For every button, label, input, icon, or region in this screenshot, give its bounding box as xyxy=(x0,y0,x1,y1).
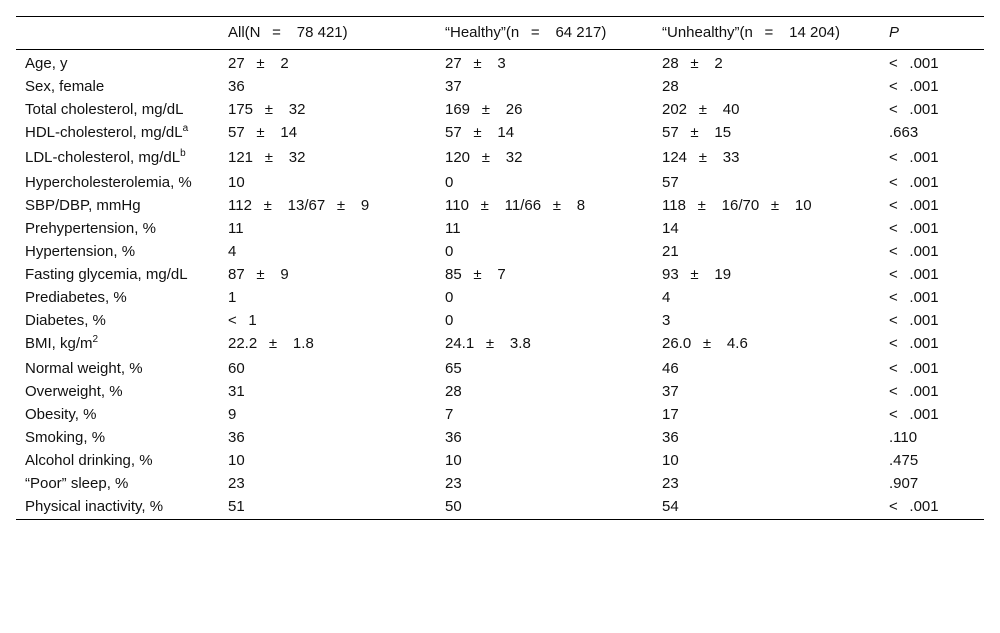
cell-all: 87 ± 9 xyxy=(228,266,289,283)
header-variable xyxy=(16,17,219,50)
row-label: Sex, female xyxy=(25,78,105,95)
row-label: Normal weight, % xyxy=(25,360,143,377)
cell-unhealthy: 54 xyxy=(662,498,679,515)
cell-all: 11 xyxy=(228,220,244,237)
table-row xyxy=(16,147,984,172)
cell-p-value: < .001 xyxy=(889,312,939,329)
cell-healthy: 120 ± 32 xyxy=(445,149,523,166)
cell-healthy: 0 xyxy=(445,312,454,329)
cell-unhealthy: 37 xyxy=(662,383,679,400)
row-label: Total cholesterol, mg/dL xyxy=(25,101,184,118)
table-row xyxy=(16,241,984,264)
cell-p-value: < .001 xyxy=(889,174,939,191)
cell-unhealthy: 10 xyxy=(662,452,679,469)
cell-all: 22.2 ± 1.8 xyxy=(228,335,314,352)
cell-healthy: 50 xyxy=(445,498,462,515)
cell-p-value: .475 xyxy=(889,452,919,469)
cell-p-value: .110 xyxy=(889,429,918,446)
cell-healthy: 0 xyxy=(445,289,454,306)
row-label-cell xyxy=(16,195,219,218)
cell-all: 36 xyxy=(228,78,245,95)
cell-all: < 1 xyxy=(228,312,257,329)
row-label-cell xyxy=(16,147,219,172)
table-row xyxy=(16,427,984,450)
data-table xyxy=(16,16,984,520)
cell-all: 10 xyxy=(228,452,245,469)
cell-healthy: 27 ± 3 xyxy=(445,55,506,72)
cell-p-value: < .001 xyxy=(889,101,939,118)
footnote-marker: 2 xyxy=(92,334,99,345)
row-label: Obesity, % xyxy=(25,406,97,423)
cell-all: 57 ± 14 xyxy=(228,124,298,141)
table-row xyxy=(16,310,984,333)
row-label: Prehypertension, % xyxy=(25,220,156,237)
cell-all: 31 xyxy=(228,383,245,400)
cell-healthy: 23 xyxy=(445,475,462,492)
table-row xyxy=(16,333,984,358)
row-label-cell xyxy=(16,287,219,310)
cell-p-value: < .001 xyxy=(889,55,939,72)
header-all: All(N = 78 421) xyxy=(228,24,348,41)
table-row xyxy=(16,122,984,147)
footnote-marker: a xyxy=(182,123,189,134)
row-label-cell xyxy=(16,450,219,473)
cell-healthy: 110 ± 11/66 ± 8 xyxy=(445,197,586,214)
cell-all: 112 ± 13/67 ± 9 xyxy=(228,197,370,214)
cell-p-value: < .001 xyxy=(889,78,939,95)
cell-healthy: 57 ± 14 xyxy=(445,124,515,141)
row-label-cell xyxy=(16,241,219,264)
cell-healthy: 0 xyxy=(445,174,454,191)
row-label-cell xyxy=(16,310,219,333)
table-row xyxy=(16,50,984,77)
cell-p-value: < .001 xyxy=(889,149,939,166)
header-p-value: P xyxy=(889,24,900,41)
cell-healthy: 7 xyxy=(445,406,454,423)
cell-healthy: 28 xyxy=(445,383,462,400)
cell-healthy: 85 ± 7 xyxy=(445,266,506,283)
cell-all: 60 xyxy=(228,360,245,377)
row-label: Prediabetes, % xyxy=(25,289,127,306)
table-row xyxy=(16,473,984,496)
row-label-cell xyxy=(16,496,219,520)
cell-all: 51 xyxy=(228,498,245,515)
table-row xyxy=(16,264,984,287)
cell-all: 121 ± 32 xyxy=(228,149,306,166)
row-label: Smoking, % xyxy=(25,429,106,446)
cell-p-value: < .001 xyxy=(889,406,939,423)
cell-unhealthy: 28 ± 2 xyxy=(662,55,723,72)
row-label-cell xyxy=(16,122,219,147)
cell-unhealthy: 14 xyxy=(662,220,679,237)
cell-all: 175 ± 32 xyxy=(228,101,306,118)
table-body xyxy=(16,50,984,520)
table-row xyxy=(16,358,984,381)
table-row xyxy=(16,76,984,99)
row-label-cell xyxy=(16,99,219,122)
header-healthy: “Healthy”(n = 64 217) xyxy=(445,24,607,41)
row-label: Overweight, % xyxy=(25,383,123,400)
cell-unhealthy: 202 ± 40 xyxy=(662,101,740,118)
table-row xyxy=(16,381,984,404)
cell-unhealthy: 21 xyxy=(662,243,679,260)
cell-p-value: < .001 xyxy=(889,335,939,352)
row-label: Fasting glycemia, mg/dL xyxy=(25,266,188,283)
table-row xyxy=(16,404,984,427)
cell-p-value: < .001 xyxy=(889,383,939,400)
row-label-cell xyxy=(16,172,219,195)
cell-all: 27 ± 2 xyxy=(228,55,289,72)
cell-healthy: 169 ± 26 xyxy=(445,101,523,118)
cell-unhealthy: 57 ± 15 xyxy=(662,124,732,141)
cell-healthy: 24.1 ± 3.8 xyxy=(445,335,531,352)
cell-healthy: 0 xyxy=(445,243,454,260)
table-row xyxy=(16,195,984,218)
cell-p-value: < .001 xyxy=(889,243,939,260)
cell-healthy: 11 xyxy=(445,220,461,237)
cell-healthy: 65 xyxy=(445,360,462,377)
cell-p-value: < .001 xyxy=(889,360,939,377)
cell-p-value: < .001 xyxy=(889,289,939,306)
cell-healthy: 36 xyxy=(445,429,462,446)
row-label-cell xyxy=(16,427,219,450)
row-label: Diabetes, % xyxy=(25,312,106,329)
cell-healthy: 10 xyxy=(445,452,462,469)
cell-p-value: < .001 xyxy=(889,266,939,283)
row-label: HDL-cholesterol, mg/dL xyxy=(25,124,183,141)
table-row xyxy=(16,450,984,473)
cell-all: 36 xyxy=(228,429,245,446)
row-label: Hypertension, % xyxy=(25,243,136,260)
cell-unhealthy: 28 xyxy=(662,78,679,95)
cell-all: 4 xyxy=(228,243,237,260)
row-label-cell xyxy=(16,264,219,287)
row-label-cell xyxy=(16,358,219,381)
cell-unhealthy: 17 xyxy=(662,406,679,423)
cell-all: 23 xyxy=(228,475,245,492)
row-label-cell xyxy=(16,76,219,99)
table-row xyxy=(16,287,984,310)
cell-unhealthy: 36 xyxy=(662,429,679,446)
table-header-row xyxy=(16,17,984,50)
cell-unhealthy: 3 xyxy=(662,312,671,329)
table-row xyxy=(16,99,984,122)
cell-p-value: < .001 xyxy=(889,220,939,237)
row-label-cell xyxy=(16,50,219,77)
cell-all: 1 xyxy=(228,289,237,306)
cell-unhealthy: 118 ± 16/70 ± 10 xyxy=(662,197,812,214)
cell-all: 9 xyxy=(228,406,237,423)
cell-unhealthy: 93 ± 19 xyxy=(662,266,732,283)
row-label-cell xyxy=(16,473,219,496)
row-label: Age, y xyxy=(25,55,68,72)
footnote-marker: b xyxy=(180,148,186,159)
cell-p-value: .907 xyxy=(889,475,919,492)
row-label: Hypercholesterolemia, % xyxy=(25,174,192,191)
cell-p-value: < .001 xyxy=(889,498,939,515)
row-label: SBP/DBP, mmHg xyxy=(25,197,141,214)
cell-unhealthy: 23 xyxy=(662,475,679,492)
row-label-cell xyxy=(16,381,219,404)
cell-all: 10 xyxy=(228,174,245,191)
table-row xyxy=(16,218,984,241)
row-label-cell xyxy=(16,218,219,241)
row-label: LDL-cholesterol, mg/dL xyxy=(25,149,181,166)
row-label: BMI, kg/m xyxy=(25,335,93,352)
table-container xyxy=(16,16,984,520)
cell-unhealthy: 57 xyxy=(662,174,679,191)
cell-healthy: 37 xyxy=(445,78,462,95)
row-label-cell xyxy=(16,333,219,358)
cell-unhealthy: 46 xyxy=(662,360,679,377)
table-row xyxy=(16,172,984,195)
header-unhealthy: “Unhealthy”(n = 14 204) xyxy=(662,24,841,41)
cell-p-value: < .001 xyxy=(889,197,939,214)
cell-unhealthy: 4 xyxy=(662,289,671,306)
row-label: Physical inactivity, % xyxy=(25,498,164,515)
table-row xyxy=(16,496,984,520)
cell-unhealthy: 124 ± 33 xyxy=(662,149,740,166)
cell-unhealthy: 26.0 ± 4.6 xyxy=(662,335,748,352)
row-label-cell xyxy=(16,404,219,427)
cell-p-value: .663 xyxy=(889,124,919,141)
row-label: “Poor” sleep, % xyxy=(25,475,129,492)
row-label: Alcohol drinking, % xyxy=(25,452,153,469)
